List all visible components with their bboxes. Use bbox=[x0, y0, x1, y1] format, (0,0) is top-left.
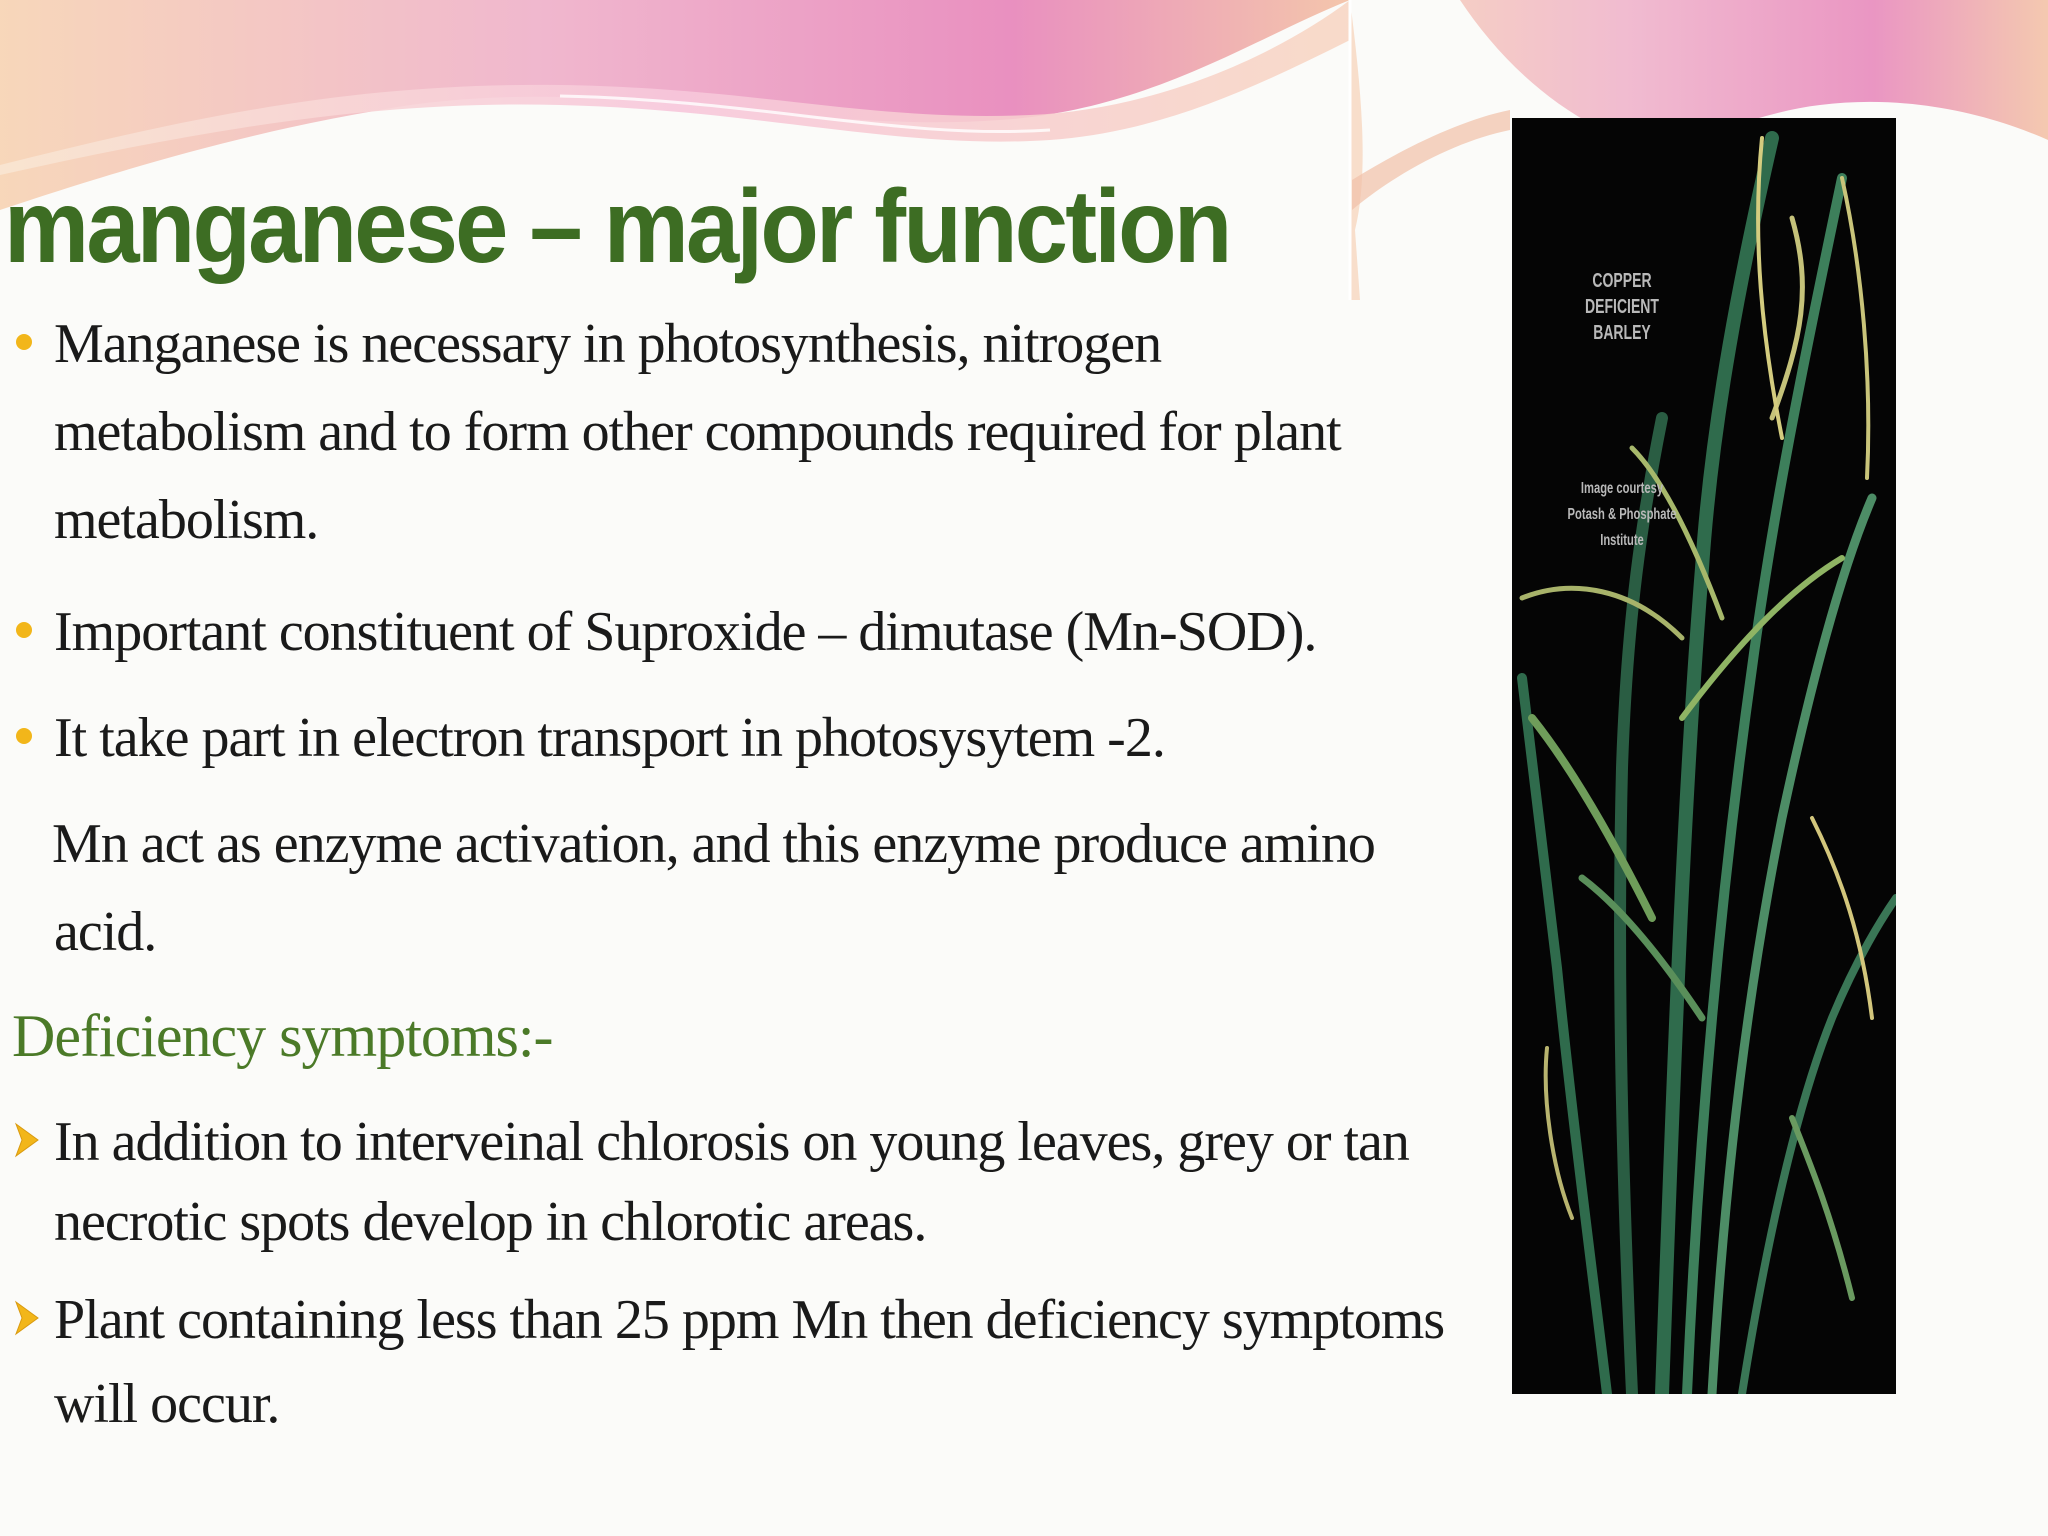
caption-line: Potash & Phosphate bbox=[1567, 506, 1677, 523]
caption-line: Image courtesy bbox=[1580, 480, 1664, 497]
deficiency-heading: Deficiency symptoms:- bbox=[12, 1003, 553, 1069]
bullet-dot bbox=[16, 334, 32, 350]
caption-line: DEFICIENT bbox=[1585, 296, 1659, 318]
plant-photo bbox=[1512, 118, 1896, 1394]
bullet-dot bbox=[16, 728, 32, 744]
caption-line: COPPER bbox=[1592, 270, 1652, 292]
deficiency-item-1-line-1: In addition to interveinal chlorosis on young leaves, grey or tan bbox=[54, 1111, 1409, 1173]
bullet-2-line-1: Important constituent of Suproxide – dimutase (Mn-SOD). bbox=[54, 601, 1317, 663]
deficiency-item-1-line-2: necrotic spots develop in chlorotic areas. bbox=[54, 1191, 927, 1253]
caption-line: BARLEY bbox=[1593, 322, 1651, 344]
bullet-1-line-2: metabolism and to form other compounds required for plant bbox=[54, 401, 1341, 463]
arrow-bullet-icon bbox=[14, 1298, 42, 1338]
paragraph-line-1: Mn act as enzyme activation, and this enzyme produce amino bbox=[52, 813, 1375, 875]
deficiency-item-2-line-1: Plant containing less than 25 ppm Mn then deficiency symptoms bbox=[54, 1289, 1445, 1351]
photo-caption-top bbox=[1566, 268, 1678, 346]
photo-caption-bottom bbox=[1545, 476, 1699, 554]
bullet-dot bbox=[16, 622, 32, 638]
slide-title: manganese – major function bbox=[4, 169, 1230, 285]
arrow-bullet-icon bbox=[14, 1120, 42, 1160]
bullet-1-line-3: metabolism. bbox=[54, 489, 319, 551]
caption-line: Institute bbox=[1600, 532, 1644, 549]
paragraph-line-2: acid. bbox=[54, 901, 157, 963]
deficiency-item-2-line-2: will occur. bbox=[54, 1373, 280, 1435]
bullet-1-line-1: Manganese is necessary in photosynthesis, nitrogen bbox=[54, 313, 1162, 375]
bullet-3-line-1: It take part in electron transport in photosysytem -2. bbox=[54, 707, 1165, 769]
